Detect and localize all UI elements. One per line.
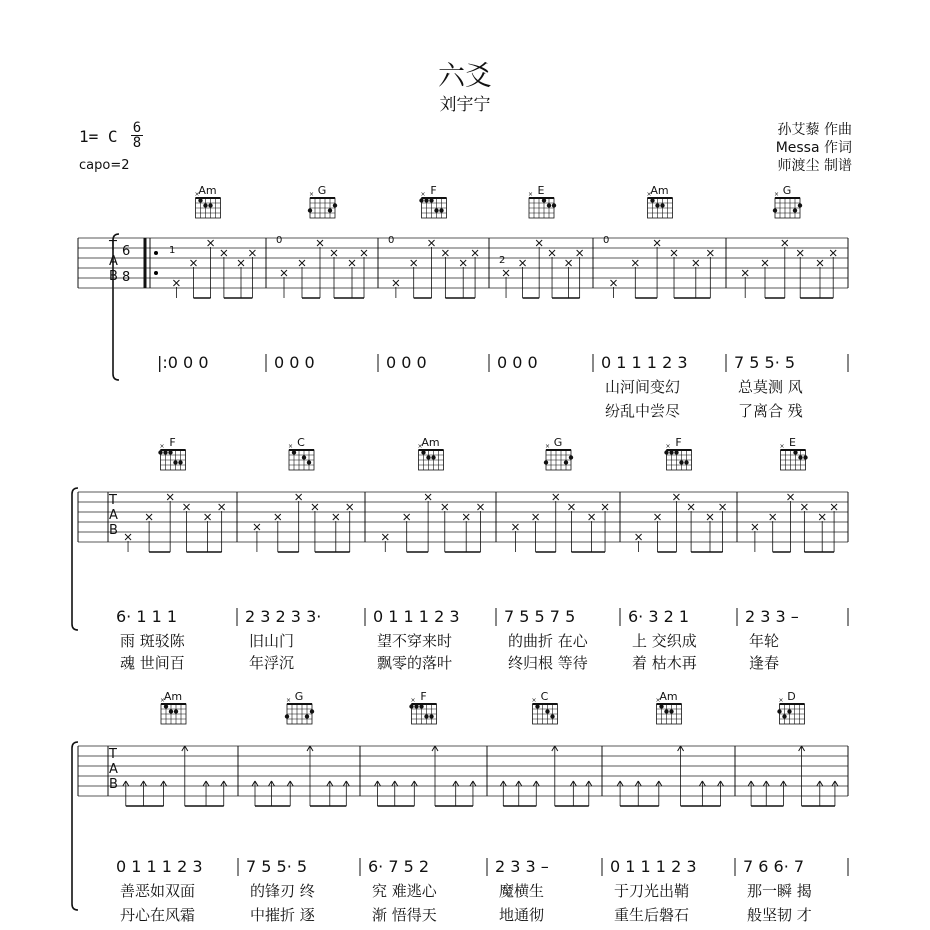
chord-finger-dot bbox=[163, 450, 167, 454]
chord-finger-dot bbox=[333, 203, 337, 207]
repeat-dot bbox=[154, 271, 158, 275]
tab-x-note bbox=[208, 240, 214, 246]
tab-fret-number: 0 bbox=[276, 235, 283, 246]
lyric-line-1: 上 交织成 bbox=[632, 632, 697, 650]
chord-mute-mark: × bbox=[309, 191, 315, 198]
tab-x-note bbox=[577, 250, 583, 256]
jianpu-notes: 7 6 6· 7 bbox=[743, 857, 805, 876]
lyric-line-1: 年轮 bbox=[749, 632, 780, 650]
tab-x-note bbox=[347, 504, 353, 510]
tab-x-note bbox=[520, 260, 526, 266]
jianpu-notes: 7 5 5· 5 bbox=[246, 857, 308, 876]
tab-x-note bbox=[782, 240, 788, 246]
jianpu-notes: 0 0 0 bbox=[274, 353, 315, 372]
tab-x-note bbox=[238, 260, 244, 266]
tab-measure-pattern bbox=[752, 494, 837, 552]
chord-diagram bbox=[780, 436, 808, 470]
tab-x-note bbox=[460, 260, 466, 266]
chord-finger-dot bbox=[782, 714, 786, 718]
chord-finger-dot bbox=[550, 714, 554, 718]
chord-mute-mark: × bbox=[160, 697, 166, 704]
lyric-line-2: 着 枯木再 bbox=[632, 654, 697, 672]
chord-finger-dot bbox=[285, 714, 289, 718]
chord-name: C bbox=[540, 690, 549, 703]
tab-clef-letter: T bbox=[109, 747, 117, 762]
chord-name: Am bbox=[163, 690, 183, 703]
chord-finger-dot bbox=[174, 709, 178, 713]
tab-clef-letter: B bbox=[109, 269, 118, 284]
tab-x-note bbox=[693, 260, 699, 266]
chord-mute-mark: × bbox=[417, 443, 423, 450]
lyric-line-2: 重生后磐石 bbox=[614, 906, 690, 924]
chord-finger-dot bbox=[164, 704, 168, 708]
tab-time-bottom: 8 bbox=[122, 270, 131, 285]
chord-finger-dot bbox=[426, 455, 430, 459]
chord-name: D bbox=[787, 690, 796, 703]
tab-x-note bbox=[349, 260, 355, 266]
tab-x-note bbox=[477, 504, 483, 510]
tab-x-note bbox=[636, 534, 642, 540]
chord-name: Am bbox=[659, 690, 678, 703]
tab-x-note bbox=[632, 260, 638, 266]
chord-name: G bbox=[294, 690, 304, 703]
tab-measure-pattern bbox=[742, 240, 836, 298]
tab-x-note bbox=[817, 260, 823, 266]
tab-clef-letter: A bbox=[109, 762, 118, 777]
tab-x-note bbox=[819, 514, 825, 520]
chord-finger-dot bbox=[424, 198, 428, 202]
jianpu-notes: 0 0 0 bbox=[386, 353, 427, 372]
chord-finger-dot bbox=[793, 208, 797, 212]
jianpu-notes: 6· 3 2 1 bbox=[628, 607, 690, 626]
tab-x-note bbox=[589, 514, 595, 520]
chord-name: Am bbox=[198, 184, 217, 197]
tab-x-note bbox=[752, 524, 758, 530]
chord-mute-mark: × bbox=[288, 443, 294, 450]
chord-finger-dot bbox=[308, 208, 312, 212]
tab-x-note bbox=[788, 494, 794, 500]
tab-x-note bbox=[429, 240, 435, 246]
chord-diagram bbox=[773, 184, 802, 218]
tab-x-note bbox=[568, 504, 574, 510]
chord-finger-dot bbox=[542, 198, 546, 202]
lyric-line-1: 那一瞬 揭 bbox=[747, 882, 812, 900]
tab-x-note bbox=[801, 504, 807, 510]
tab-measure-pattern bbox=[169, 240, 255, 298]
chord-diagram bbox=[777, 690, 804, 724]
chord-finger-dot bbox=[208, 203, 212, 207]
lyric-line-1: 雨 斑驳陈 bbox=[120, 632, 185, 650]
tab-fret-number: 1 bbox=[169, 245, 176, 256]
tab-x-note bbox=[393, 280, 399, 286]
chord-finger-dot bbox=[429, 198, 433, 202]
chord-finger-dot bbox=[569, 455, 573, 459]
tab-system-3 bbox=[72, 690, 848, 924]
chord-finger-dot bbox=[773, 208, 777, 212]
tab-clef-letter: A bbox=[109, 254, 118, 269]
jianpu-notes: 0 1 1 1 2 3 bbox=[601, 353, 688, 372]
tab-x-note bbox=[707, 514, 713, 520]
tab-x-note bbox=[299, 260, 305, 266]
tab-x-note bbox=[742, 270, 748, 276]
chord-finger-dot bbox=[655, 203, 659, 207]
lyric-line-1: 旧山门 bbox=[249, 632, 295, 650]
tab-x-note bbox=[762, 260, 768, 266]
tab-x-note bbox=[671, 250, 677, 256]
chord-finger-dot bbox=[305, 714, 309, 718]
jianpu-notes: 7 5 5 7 5 bbox=[504, 607, 576, 626]
chord-finger-dot bbox=[669, 709, 673, 713]
tab-x-note bbox=[361, 250, 367, 256]
chord-diagram bbox=[285, 690, 314, 724]
tab-x-note bbox=[553, 494, 559, 500]
tab-x-note bbox=[281, 270, 287, 276]
chord-mute-mark: × bbox=[531, 697, 537, 704]
chord-finger-dot bbox=[793, 450, 797, 454]
jianpu-notes: 2 3 3 – bbox=[745, 607, 799, 626]
chord-finger-dot bbox=[307, 460, 311, 464]
lyric-line-2: 渐 悟得天 bbox=[372, 906, 437, 924]
tab-x-note bbox=[654, 240, 660, 246]
chord-finger-dot bbox=[421, 450, 425, 454]
lyric-line-2: 地通彻 bbox=[499, 906, 545, 924]
lyric-line-2: 终归根 等待 bbox=[508, 654, 588, 672]
chord-finger-dot bbox=[547, 203, 551, 207]
tab-x-note bbox=[655, 514, 661, 520]
tab-x-note bbox=[472, 250, 478, 256]
lyric-line-2: 逢春 bbox=[749, 654, 780, 672]
tab-x-note bbox=[191, 260, 197, 266]
chord-finger-dot bbox=[429, 714, 433, 718]
key-signature: 1= C bbox=[79, 127, 118, 146]
tab-x-note bbox=[219, 504, 225, 510]
tab-x-note bbox=[249, 250, 255, 256]
tab-x-note bbox=[184, 504, 190, 510]
chord-finger-dot bbox=[419, 704, 423, 708]
chord-finger-dot bbox=[777, 709, 781, 713]
lyric-line-1: 于刀光出鞘 bbox=[614, 882, 690, 900]
chord-name: C bbox=[297, 436, 305, 449]
lyric-line-2: 了离合 残 bbox=[738, 402, 803, 420]
chord-finger-dot bbox=[664, 450, 668, 454]
chord-finger-dot bbox=[424, 714, 428, 718]
tab-x-note bbox=[503, 270, 509, 276]
tab-x-note bbox=[512, 524, 518, 530]
tab-x-note bbox=[275, 514, 281, 520]
chord-finger-dot bbox=[674, 450, 678, 454]
chord-name: G bbox=[782, 184, 792, 197]
tab-fret-number: 2 bbox=[499, 255, 506, 266]
tab-x-note bbox=[533, 514, 539, 520]
chord-finger-dot bbox=[431, 455, 435, 459]
meter-top: 6 bbox=[132, 120, 142, 136]
chord-diagram bbox=[528, 184, 556, 218]
tab-x-note bbox=[442, 250, 448, 256]
chord-finger-dot bbox=[684, 460, 688, 464]
chord-mute-mark: × bbox=[655, 697, 661, 704]
chord-finger-dot bbox=[419, 198, 423, 202]
credit-transcriber: 师渡尘 制谱 bbox=[777, 158, 852, 174]
tab-x-note bbox=[688, 504, 694, 510]
tab-x-note bbox=[602, 504, 608, 510]
tab-x-note bbox=[831, 504, 837, 510]
chord-finger-dot bbox=[664, 709, 668, 713]
lyric-line-1: 的曲折 在心 bbox=[508, 632, 588, 650]
chord-finger-dot bbox=[659, 704, 663, 708]
jianpu-notes: 6· 7 5 2 bbox=[368, 857, 430, 876]
tab-x-note bbox=[221, 250, 227, 256]
lyric-line-1: 的锋刃 终 bbox=[250, 882, 315, 900]
tab-measure-pattern bbox=[499, 240, 583, 298]
tab-x-note bbox=[205, 514, 211, 520]
lyric-line-2: 纷乱中尝尽 bbox=[605, 402, 681, 420]
chord-diagram bbox=[419, 184, 446, 218]
chord-diagram bbox=[195, 184, 221, 218]
tab-clef-letter: B bbox=[109, 523, 118, 538]
tab-clef-letter: T bbox=[109, 493, 117, 508]
chord-finger-dot bbox=[414, 704, 418, 708]
jianpu-notes: 7 5 5· 5 bbox=[734, 353, 796, 372]
chord-mute-mark: × bbox=[545, 443, 551, 450]
tab-measure-pattern bbox=[603, 235, 713, 298]
jianpu-notes: 0 1 1 1 2 3 bbox=[116, 857, 203, 876]
chord-finger-dot bbox=[439, 208, 443, 212]
meter-bottom: 8 bbox=[132, 135, 142, 151]
chord-diagram bbox=[544, 436, 573, 470]
chord-finger-dot bbox=[798, 203, 802, 207]
tab-x-note bbox=[707, 250, 713, 256]
chord-diagram bbox=[288, 436, 314, 470]
tab-x-note bbox=[167, 494, 173, 500]
tab-x-note bbox=[425, 494, 431, 500]
tab-measure-pattern bbox=[636, 494, 726, 552]
tab-x-note bbox=[411, 260, 417, 266]
chord-finger-dot bbox=[310, 709, 314, 713]
jianpu-notes: 6· 1 1 1 bbox=[116, 607, 178, 626]
lyric-line-1: 山河间变幻 bbox=[605, 378, 681, 396]
lyric-line-1: 总莫测 风 bbox=[738, 378, 803, 396]
tab-x-note bbox=[125, 534, 131, 540]
tab-x-note bbox=[536, 240, 542, 246]
chord-name: F bbox=[420, 690, 427, 703]
lyric-line-2: 丹心在风霜 bbox=[120, 906, 196, 924]
lyric-line-2: 般坚韧 才 bbox=[747, 906, 812, 924]
chord-mute-mark: × bbox=[286, 697, 292, 704]
lyric-line-2: 飘零的落叶 bbox=[377, 654, 453, 672]
chord-finger-dot bbox=[798, 455, 802, 459]
chord-finger-dot bbox=[409, 704, 413, 708]
chord-name: E bbox=[537, 184, 545, 197]
chord-diagram bbox=[664, 436, 691, 470]
chord-diagram bbox=[532, 690, 558, 724]
tab-x-note bbox=[331, 250, 337, 256]
tab-system-1 bbox=[78, 184, 848, 420]
tab-x-note bbox=[173, 280, 179, 286]
tab-measure-pattern bbox=[512, 494, 608, 552]
chord-finger-dot bbox=[679, 460, 683, 464]
chord-mute-mark: × bbox=[779, 443, 785, 450]
tab-x-note bbox=[382, 534, 388, 540]
chord-mute-mark: × bbox=[420, 191, 426, 198]
chord-finger-dot bbox=[173, 460, 177, 464]
chord-name: G bbox=[553, 436, 563, 449]
chord-finger-dot bbox=[328, 208, 332, 212]
system-bracket bbox=[72, 488, 78, 630]
repeat-dot bbox=[154, 251, 158, 255]
tab-x-note bbox=[463, 514, 469, 520]
chord-finger-dot bbox=[434, 208, 438, 212]
capo-label: capo=2 bbox=[79, 158, 130, 173]
tab-measure-pattern bbox=[382, 494, 483, 552]
tab-x-note bbox=[404, 514, 410, 520]
tab-x-note bbox=[720, 504, 726, 510]
tab-x-note bbox=[442, 504, 448, 510]
chord-finger-dot bbox=[178, 460, 182, 464]
song-title: 六爻 bbox=[438, 61, 492, 92]
credit-lyricist: Messa 作词 bbox=[775, 140, 852, 156]
tab-x-note bbox=[549, 250, 555, 256]
chord-finger-dot bbox=[650, 198, 654, 202]
tab-clef-letter: T bbox=[109, 239, 117, 254]
chord-finger-dot bbox=[669, 450, 673, 454]
tab-x-note bbox=[797, 250, 803, 256]
jianpu-notes: 2 3 2 3 3· bbox=[245, 607, 322, 626]
chord-finger-dot bbox=[787, 709, 791, 713]
tab-measure-pattern bbox=[276, 235, 367, 298]
jianpu-notes: 0 1 1 1 2 3 bbox=[373, 607, 460, 626]
tab-x-note bbox=[254, 524, 260, 530]
tab-x-note bbox=[673, 494, 679, 500]
chord-diagram bbox=[308, 184, 337, 218]
tab-x-note bbox=[317, 240, 323, 246]
chord-diagram bbox=[160, 690, 186, 724]
tab-fret-number: 0 bbox=[603, 235, 610, 246]
tab-measure-pattern bbox=[388, 235, 478, 298]
chord-name: G bbox=[317, 184, 327, 197]
chord-finger-dot bbox=[292, 450, 296, 454]
lyric-line-1: 魔横生 bbox=[499, 882, 545, 900]
chord-mute-mark: × bbox=[774, 191, 780, 198]
chord-finger-dot bbox=[564, 460, 568, 464]
tab-x-note bbox=[296, 494, 302, 500]
chord-diagram bbox=[656, 690, 682, 724]
chord-name: F bbox=[169, 436, 176, 449]
chord-finger-dot bbox=[168, 450, 172, 454]
chord-name: E bbox=[789, 436, 796, 449]
tab-x-note bbox=[333, 514, 339, 520]
chord-mute-mark: × bbox=[410, 697, 416, 704]
tab-x-note bbox=[770, 514, 776, 520]
tab-measure-pattern bbox=[125, 494, 225, 552]
lyric-line-1: 善恶如双面 bbox=[120, 882, 196, 900]
tab-x-note bbox=[146, 514, 152, 520]
chord-name: F bbox=[675, 436, 682, 449]
lyric-line-1: 究 难逃心 bbox=[372, 882, 437, 900]
lyric-line-1: 望不穿来时 bbox=[377, 632, 453, 650]
chord-finger-dot bbox=[302, 455, 306, 459]
chord-mute-mark: × bbox=[665, 443, 671, 450]
chord-diagram bbox=[158, 436, 185, 470]
chord-name: Am bbox=[421, 436, 440, 449]
chord-finger-dot bbox=[803, 455, 807, 459]
lyric-line-2: 中摧折 逐 bbox=[250, 906, 315, 924]
jianpu-notes: |:0 0 0 bbox=[157, 353, 209, 372]
chord-finger-dot bbox=[535, 704, 539, 708]
system-bracket bbox=[72, 742, 78, 910]
tab-time-top: 6 bbox=[122, 244, 131, 259]
singer-name: 刘宇宁 bbox=[439, 95, 491, 115]
chord-mute-mark: × bbox=[194, 191, 200, 198]
tab-measure-pattern bbox=[254, 494, 353, 552]
chord-finger-dot bbox=[545, 709, 549, 713]
jianpu-notes: 0 1 1 1 2 3 bbox=[610, 857, 697, 876]
credit-composer: 孙艾藜 作曲 bbox=[777, 122, 852, 138]
chord-mute-mark: × bbox=[159, 443, 165, 450]
tab-clef-letter: A bbox=[109, 508, 118, 523]
chord-mute-mark: × bbox=[528, 191, 534, 198]
chord-finger-dot bbox=[198, 198, 202, 202]
chord-diagram bbox=[409, 690, 436, 724]
tab-x-note bbox=[611, 280, 617, 286]
chord-finger-dot bbox=[169, 709, 173, 713]
chord-mute-mark: × bbox=[778, 697, 784, 704]
chord-finger-dot bbox=[544, 460, 548, 464]
chord-finger-dot bbox=[660, 203, 664, 207]
chord-finger-dot bbox=[158, 450, 162, 454]
tab-fret-number: 0 bbox=[388, 235, 395, 246]
chord-finger-dot bbox=[203, 203, 207, 207]
tab-x-note bbox=[566, 260, 572, 266]
chord-diagram bbox=[418, 436, 444, 470]
chord-finger-dot bbox=[552, 203, 556, 207]
lyric-line-2: 魂 世间百 bbox=[120, 654, 185, 672]
tab-system-2 bbox=[72, 436, 848, 672]
tab-clef-letter: B bbox=[109, 777, 118, 792]
jianpu-notes: 2 3 3 – bbox=[495, 857, 549, 876]
lyric-line-2: 年浮沉 bbox=[249, 654, 295, 672]
chord-mute-mark: × bbox=[646, 191, 652, 198]
tab-x-note bbox=[830, 250, 836, 256]
chord-name: Am bbox=[650, 184, 669, 197]
jianpu-notes: 0 0 0 bbox=[497, 353, 538, 372]
tab-x-note bbox=[312, 504, 318, 510]
chord-diagram bbox=[647, 184, 673, 218]
chord-name: F bbox=[430, 184, 437, 197]
